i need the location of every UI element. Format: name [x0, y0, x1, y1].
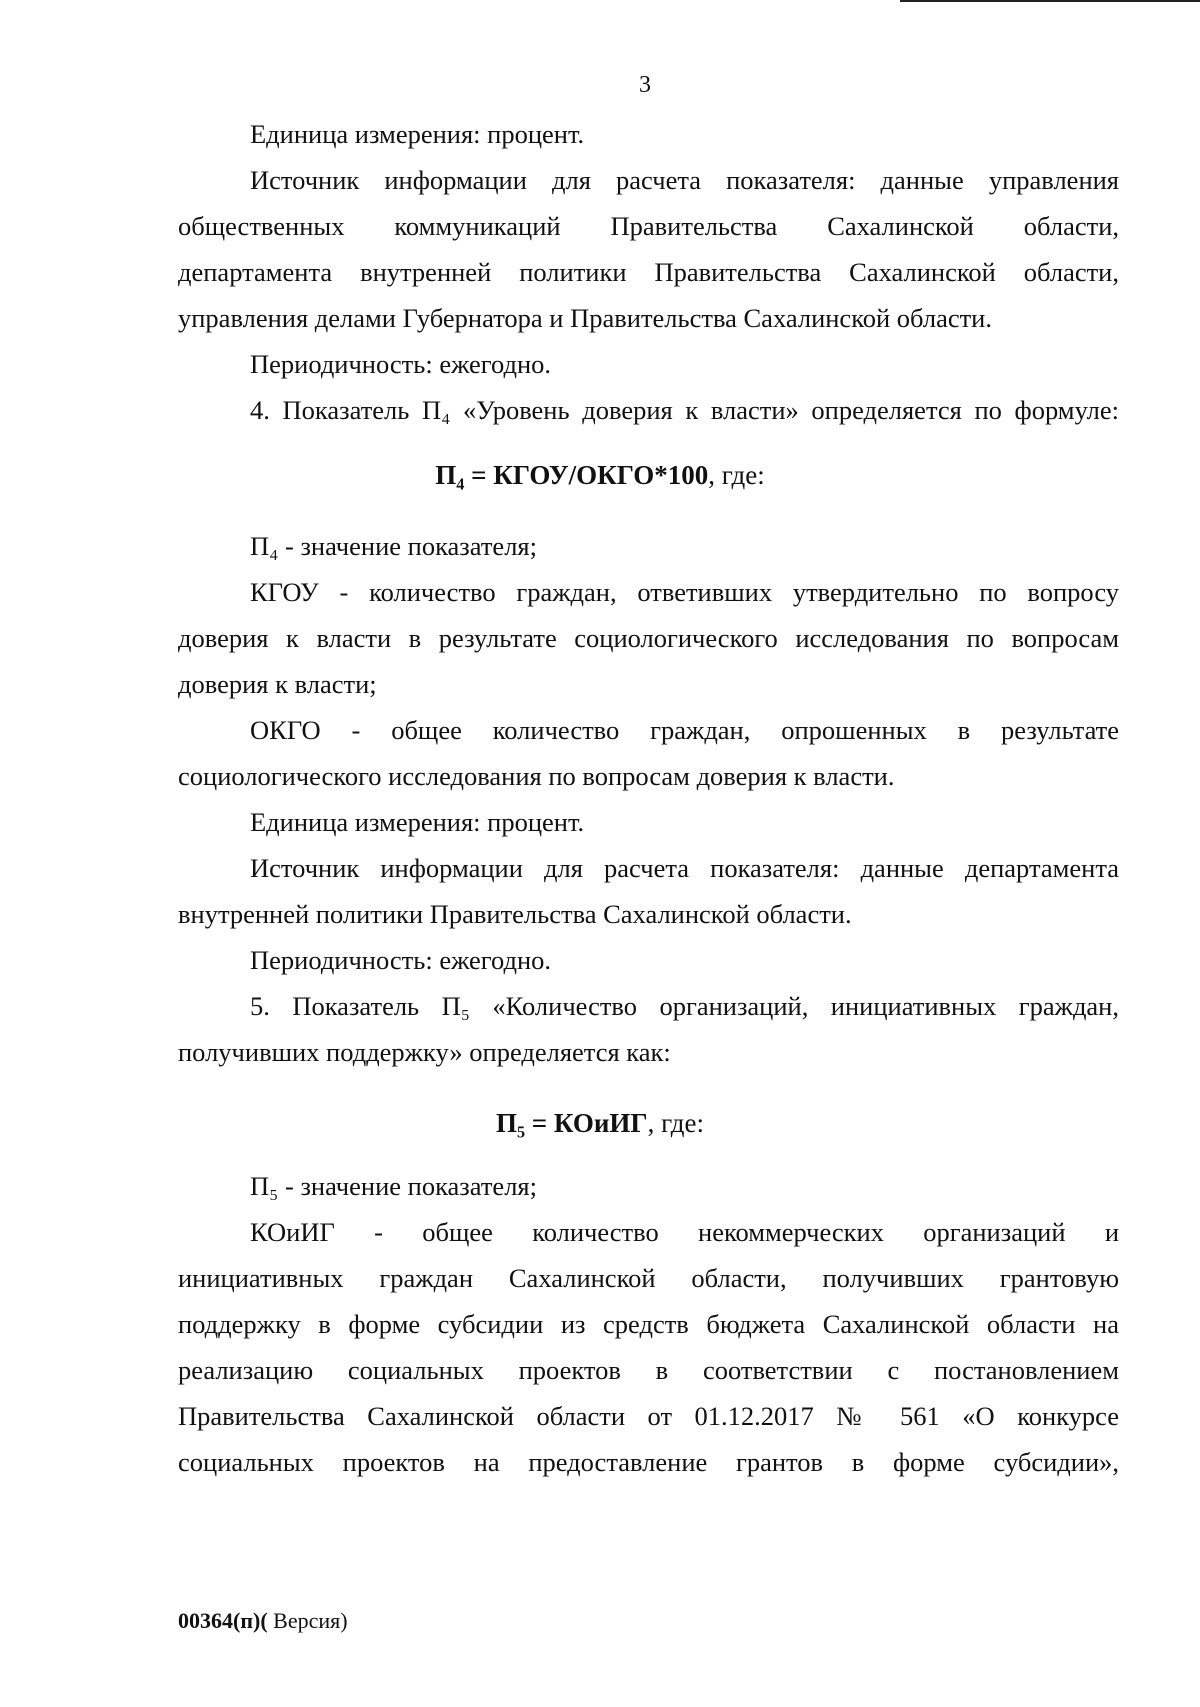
paragraph-line: департамента внутренней политики Правительства Сахалинской области,	[178, 257, 1119, 287]
paragraph-line: КГОУ - количество граждан, ответивших утвердительно по вопросу	[250, 577, 1119, 607]
paragraph-line: внутренней политики Правительства Сахалинской области.	[178, 899, 852, 929]
paragraph-line: П₅ - значение показателя;	[250, 1171, 537, 1201]
paragraph-line: КОиИГ - общее количество некоммерческих организаций и	[250, 1217, 1119, 1247]
top-border-line	[900, 0, 1200, 2]
formula-expression: П₄ = КГОУ/ОКГО*100	[435, 460, 709, 490]
paragraph-line: доверия к власти;	[178, 669, 377, 699]
document-code	[178, 1608, 348, 1634]
paragraph-line: реализацию социальных проектов в соответствии с постановлением	[178, 1355, 1119, 1385]
paragraph-line: 5. Показатель П₅ «Количество организаций, инициативных граждан,	[250, 991, 1119, 1021]
paragraph-line: Единица измерения: процент.	[250, 119, 585, 149]
document-code-number: 00364(п)(	[178, 1608, 268, 1633]
paragraph-line: Источник информации для расчета показателя: данные департамента	[250, 853, 1119, 883]
paragraph-line: управления делами Губернатора и Правительства Сахалинской области.	[178, 303, 992, 333]
paragraph-line: социологического исследования по вопросам доверия к власти.	[178, 761, 895, 791]
paragraph-line: социальных проектов на предоставление грантов в форме субсидии»,	[178, 1447, 1119, 1477]
paragraph-line: Правительства Сахалинской области от 01.12.2017 № 561 «О конкурсе	[178, 1401, 1119, 1431]
formula-expression: П₅ = КОиИГ	[495, 1108, 648, 1138]
formula-suffix: , где:	[647, 1108, 705, 1138]
paragraph-line: поддержку в форме субсидии из средств бюджета Сахалинской области на	[178, 1309, 1119, 1339]
paragraph-line: общественных коммуникаций Правительства Сахалинской области,	[178, 211, 1119, 241]
paragraph-line: П₄ - значение показателя;	[250, 531, 537, 561]
formula-p4	[0, 460, 1200, 491]
paragraph-line: получивших поддержку» определяется как:	[178, 1037, 671, 1067]
page-number: 3	[639, 72, 651, 98]
formula-p5	[0, 1108, 1200, 1139]
paragraph-line: ОКГО - общее количество граждан, опрошенных в результате	[250, 715, 1119, 745]
formula-suffix: , где:	[708, 460, 765, 490]
paragraph-line: Единица измерения: процент.	[250, 807, 585, 837]
paragraph-line: Источник информации для расчета показателя: данные управления	[250, 165, 1119, 195]
document-code-label: Версия)	[267, 1608, 348, 1633]
paragraph-line: 4. Показатель П₄ «Уровень доверия к власти» определяется по формуле:	[250, 395, 1119, 425]
paragraph-line: доверия к власти в результате социологического исследования по вопросам	[178, 623, 1119, 653]
paragraph-line: Периодичность: ежегодно.	[250, 349, 552, 379]
paragraph-line: Периодичность: ежегодно.	[250, 945, 552, 975]
paragraph-line: инициативных граждан Сахалинской области, получивших грантовую	[178, 1263, 1119, 1293]
